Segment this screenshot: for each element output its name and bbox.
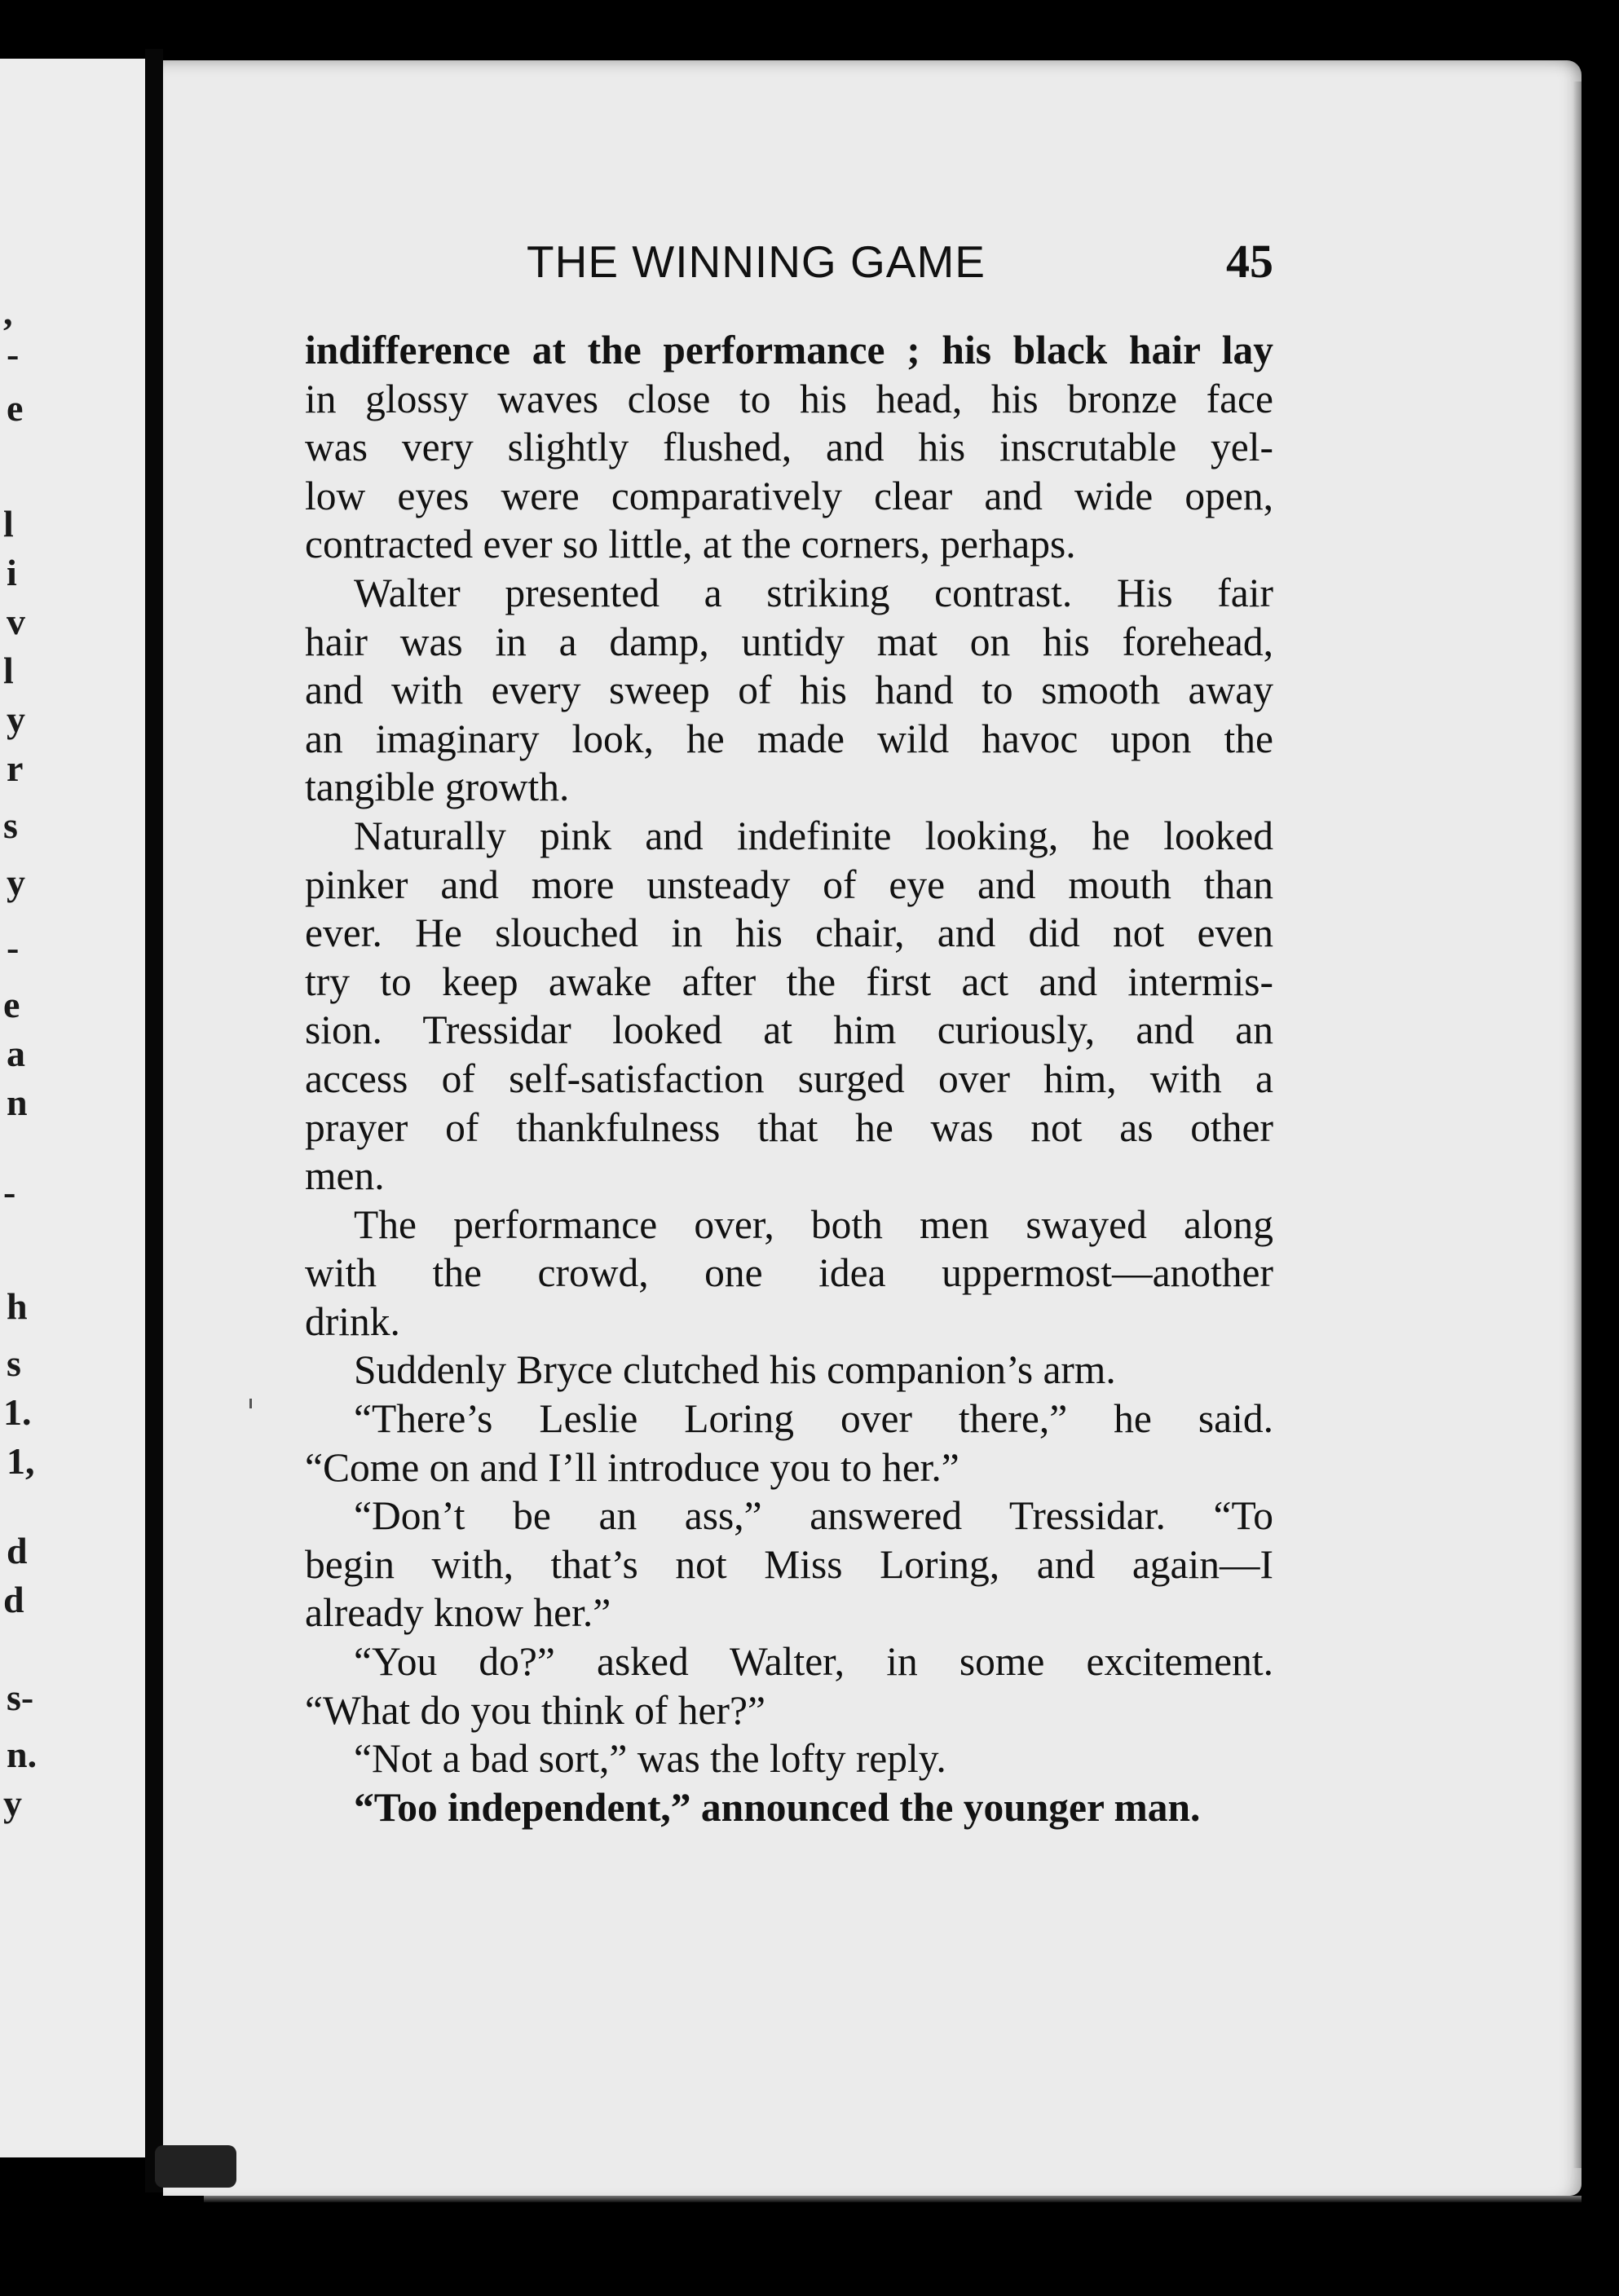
text-line: ever. He slouched in his chair, and did not even (305, 910, 1273, 956)
previous-page-text-fragment: l (3, 650, 14, 691)
text-line: “Too independent,” announced the younger man. (354, 1784, 1201, 1830)
previous-page-text-fragment: l (3, 503, 14, 544)
previous-page-text-fragment: - (3, 1171, 16, 1213)
text-line: “Come on and I’ll introduce you to her.” (305, 1444, 959, 1490)
page-bottom-edge (204, 2196, 1582, 2202)
text-line: “Don’t be an ass,” answered Tressidar. “To (354, 1493, 1273, 1539)
text-line: sion. Tressidar looked at him curiously, and an (305, 1007, 1273, 1053)
text-line: Naturally pink and indefinite looking, he looked (354, 813, 1273, 858)
body-text (305, 326, 1273, 1831)
text-line: begin with, that’s not Miss Loring, and again—I (305, 1541, 1273, 1587)
text-line: men. (305, 1153, 385, 1199)
text-line: and with every sweep of his hand to smooth away (305, 668, 1273, 713)
book-gutter (145, 49, 163, 2192)
text-line: prayer of thankfulness that he was not as other (305, 1104, 1273, 1150)
running-title: THE WINNING GAME (527, 236, 986, 287)
text-line: with the crowd, one idea uppermost—another (305, 1250, 1273, 1296)
previous-page-text-fragment: y (3, 1783, 22, 1824)
previous-page-sliver (0, 59, 145, 2157)
text-line: pinker and more unsteady of eye and mouth than (305, 862, 1273, 907)
previous-page-text-fragment: , (3, 291, 13, 333)
previous-page-text-fragment: n. (7, 1734, 37, 1775)
binding-smudge (155, 2145, 236, 2188)
text-line: “Not a bad sort,” was the lofty reply. (354, 1736, 946, 1782)
text-line: contracted ever so little, at the corners, perhaps. (305, 522, 1076, 567)
text-line: tangible growth. (305, 765, 570, 810)
text-line: try to keep awake after the first act and intermis- (305, 959, 1273, 1004)
text-line: drink. (305, 1298, 400, 1344)
text-line: an imaginary look, he made wild havoc upon the (305, 716, 1273, 761)
text-line: “What do you think of her?” (305, 1687, 765, 1733)
previous-page-text-fragment: y (7, 862, 25, 903)
text-line: access of self-satisfaction surged over him, with a (305, 1055, 1273, 1101)
text-line: Walter presented a striking contrast. His fair (354, 570, 1273, 615)
text-line: The performance over, both men swayed along (354, 1201, 1273, 1247)
text-line: already know her.” (305, 1590, 611, 1636)
previous-page-text-fragment: s (7, 1342, 21, 1384)
previous-page-text-fragment: 1. (3, 1391, 32, 1433)
previous-page-text-fragment: e (7, 387, 24, 429)
previous-page-text-fragment: - (7, 333, 20, 375)
running-header (163, 233, 1582, 290)
text-line: was very slightly flushed, and his inscrutable yel- (305, 425, 1273, 470)
previous-page-text-fragment: r (7, 747, 24, 789)
previous-page-text-fragment: i (7, 552, 17, 593)
page-number: 45 (1226, 235, 1273, 288)
previous-page-text-fragment: s- (7, 1677, 34, 1718)
previous-page-text-fragment: - (7, 927, 20, 968)
text-line: indifference at the performance ; his black hair lay (305, 328, 1273, 372)
previous-page-text-fragment: v (7, 601, 25, 642)
previous-page-text-fragment: n (7, 1082, 28, 1123)
previous-page-text-fragment: d (7, 1530, 28, 1571)
text-line: “You do?” asked Walter, in some excitement. (354, 1639, 1273, 1685)
text-line: low eyes were comparatively clear and wide open, (305, 473, 1273, 518)
previous-page-text-fragment: s (3, 804, 18, 846)
previous-page-text-fragment: d (3, 1579, 24, 1620)
text-line: “There’s Leslie Loring over there,” he said. (354, 1396, 1273, 1442)
previous-page-text-fragment: y (7, 698, 25, 740)
text-line: Suddenly Bryce clutched his companion’s arm. (354, 1347, 1116, 1393)
previous-page-text-fragment: a (7, 1033, 25, 1074)
previous-page-text-fragment: e (3, 984, 20, 1025)
text-line: in glossy waves close to his head, his bronze face (305, 376, 1273, 421)
text-line: hair was in a damp, untidy mat on his forehead, (305, 619, 1273, 664)
previous-page-text-fragment: h (7, 1285, 28, 1327)
stray-ink-mark (249, 1399, 252, 1408)
page-edge-shadow (1573, 82, 1582, 2168)
previous-page-text-fragment: 1, (7, 1440, 35, 1482)
